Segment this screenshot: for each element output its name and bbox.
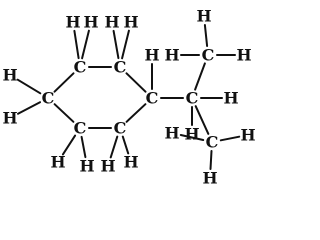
atom-c6: C <box>41 88 55 108</box>
bond-c3-c4 <box>127 104 146 122</box>
bond-c2-c3 <box>127 73 146 91</box>
atom-c3: C <box>145 88 159 108</box>
atom-h7: H <box>50 152 66 172</box>
atom-h1: H <box>65 12 81 32</box>
atom-c8: C <box>201 45 215 65</box>
atom-h5: H <box>2 65 18 85</box>
bond-c1-h2 <box>82 31 89 59</box>
atom-h11: H <box>144 45 160 65</box>
atom-h13: H <box>223 88 239 108</box>
atom-h10: H <box>123 152 139 172</box>
bond-c9-h19 <box>211 151 212 169</box>
bond-c2-h4 <box>122 31 129 59</box>
atom-c7: C <box>185 88 199 108</box>
atom-h17: H <box>164 123 180 143</box>
bond-c4-h10 <box>123 137 128 154</box>
atom-c2: C <box>113 57 127 77</box>
atom-h2: H <box>83 12 99 32</box>
bond-c5-h8 <box>82 137 86 157</box>
atom-h6: H <box>2 108 18 128</box>
atom-h14: H <box>196 6 212 26</box>
atom-c1: C <box>73 57 87 77</box>
bond-c6-c1 <box>55 73 74 91</box>
bond-c6-h6 <box>18 102 40 114</box>
atom-h4: H <box>123 12 139 32</box>
atom-h12: H <box>184 124 200 144</box>
bond-c4-h9 <box>111 137 118 158</box>
atom-c4: C <box>113 118 127 138</box>
bond-c7-c8 <box>195 63 205 89</box>
bond-c9-h18 <box>221 137 239 141</box>
atom-c9: C <box>205 132 219 152</box>
atom-h9: H <box>100 156 116 176</box>
atom-c5: C <box>73 118 87 138</box>
bond-c1-h1 <box>74 31 78 58</box>
atom-h16: H <box>236 45 252 65</box>
atom-h18: H <box>240 125 256 145</box>
atom-h19: H <box>202 168 218 188</box>
atom-h15: H <box>164 45 180 65</box>
bond-c6-h5 <box>18 80 41 94</box>
bond-c5-c6 <box>55 104 74 122</box>
bond-c2-h3 <box>114 31 119 58</box>
bond-c8-h14 <box>205 25 207 46</box>
atom-h3: H <box>104 12 120 32</box>
atom-h8: H <box>79 156 95 176</box>
